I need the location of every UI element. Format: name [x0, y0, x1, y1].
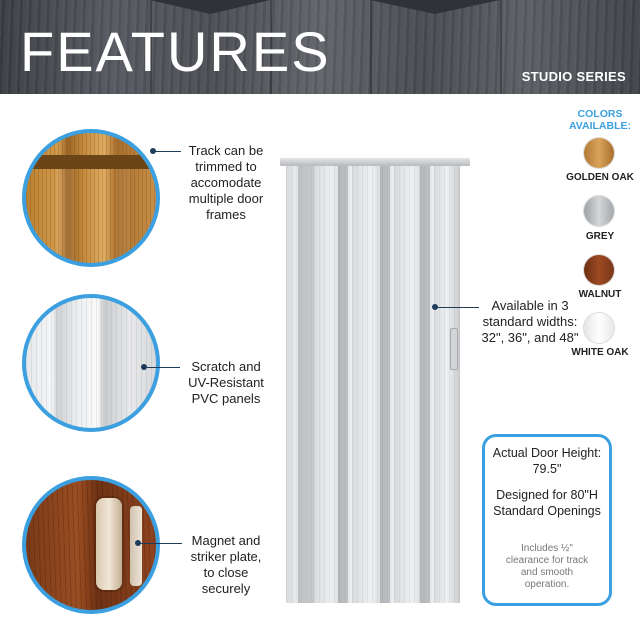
panel-highlight	[116, 169, 130, 267]
panel-seam	[500, 0, 502, 94]
feature-track: Track can be trimmed to accomodate multiple door frames	[188, 143, 264, 222]
swatch-golden-oak	[584, 138, 614, 168]
swatch-white-oak	[584, 313, 614, 343]
feature-magnet: Magnet and striker plate, to close securely	[190, 533, 262, 596]
swatch-grey	[584, 196, 614, 226]
callout-line	[144, 367, 180, 368]
panel-fold	[420, 166, 434, 603]
striker-plate	[96, 498, 122, 590]
door-track	[280, 158, 470, 166]
door-panel	[434, 166, 460, 603]
door-bevel	[150, 0, 270, 14]
panel-fold	[380, 166, 394, 603]
header-banner	[0, 0, 640, 94]
color-name: WALNUT	[578, 289, 622, 300]
feature-pvc: Scratch and UV-Resistant PVC panels	[188, 359, 264, 406]
callout-line	[153, 151, 181, 152]
standard-openings-text: Designed for 80"H Standard Openings	[493, 488, 601, 518]
series-label: STUDIO SERIES	[521, 69, 626, 84]
folding-door-image	[280, 158, 470, 603]
track-detail-image	[22, 129, 160, 267]
color-name: WHITE OAK	[571, 347, 629, 358]
pvc-panel-image	[22, 294, 160, 432]
door-handle	[450, 328, 458, 370]
panel-fold	[338, 166, 352, 603]
magnet-plate	[130, 506, 142, 586]
clearance-note: Includes ½" clearance for track and smooth operation.	[505, 543, 589, 590]
track-rail	[26, 155, 160, 169]
panel-highlight	[56, 169, 74, 267]
callout-line	[138, 543, 182, 544]
page-title: FEATURES	[20, 20, 331, 83]
door-bevel	[370, 0, 500, 14]
panel-fold	[298, 166, 314, 603]
colors-heading: COLORS AVAILABLE:	[568, 108, 632, 132]
door-height-text: Actual Door Height: 79.5"	[492, 446, 602, 476]
callout-line	[435, 307, 479, 308]
widths-note: Available in 3 standard widths: 32", 36", and 48"	[481, 298, 579, 345]
dimensions-info-box	[482, 434, 612, 606]
color-name: GOLDEN OAK	[566, 172, 634, 183]
swatch-walnut	[584, 255, 614, 285]
color-name: GREY	[585, 231, 615, 242]
panel-seam	[370, 0, 372, 94]
